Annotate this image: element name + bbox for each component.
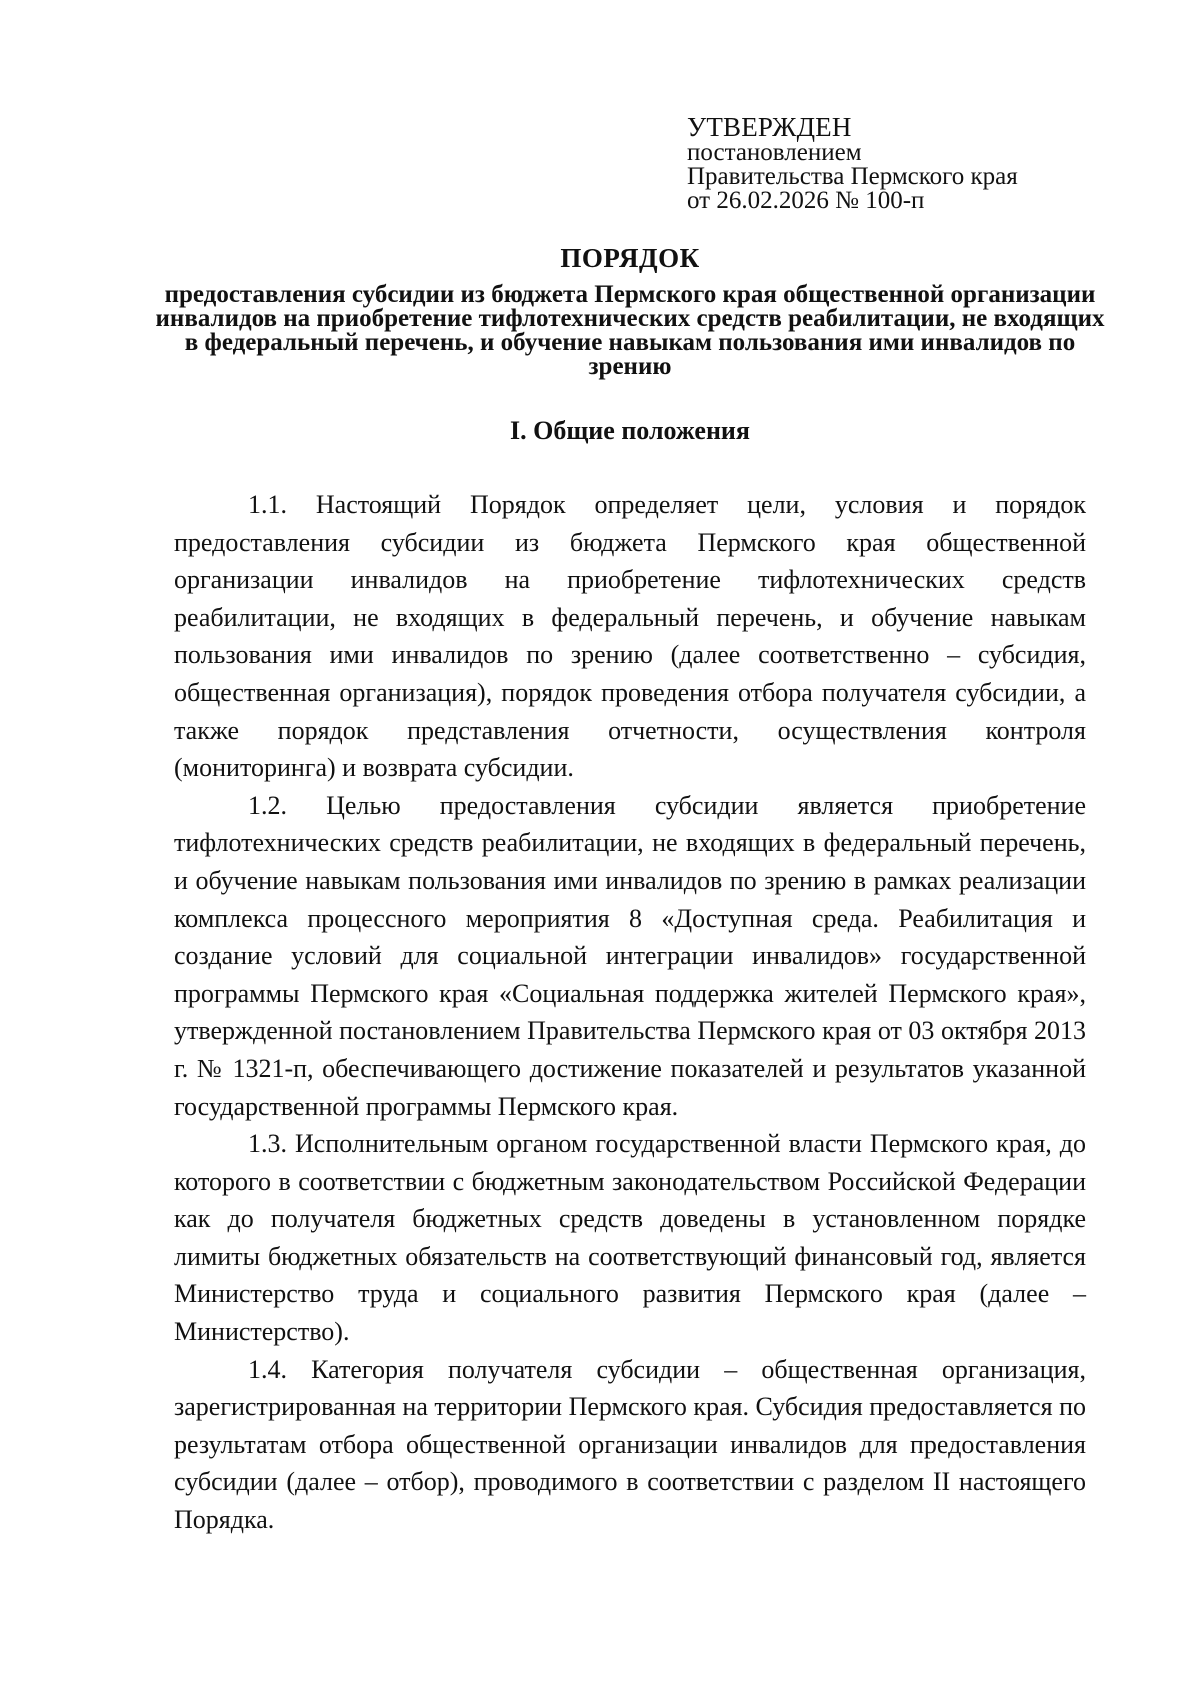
approval-title: УТВЕРЖДЕН [687, 112, 852, 142]
document-title: ПОРЯДОК [560, 243, 700, 273]
paragraph-1-3: 1.3. Исполнительным органом государственной власти Пермского края, до которого в соответствии с бюджетным законодательством Российской Федерации как до получателя бюджетных средств доведены в установленном порядке лимиты бюджетных обязательств на соответствующий финансовый год, является Министерство труда и социального развития Пермского края (далее – Министерство). [174, 1129, 1086, 1347]
document-body [174, 486, 1086, 1539]
paragraph-1-1: 1.1. Настоящий Порядок определяет цели, условия и порядок предоставления субсидии из бюджета Пермского края общественной организации инвалидов на приобретение тифлотехнических средств реабилитации, не входящих в федеральный перечень, и обучение навыкам пользования ими инвалидов по зрению (далее соответственно – субсидия, общественная организация), порядок проведения отбора получателя субсидии, а также порядок представления отчетности, осуществления контроля (мониторинга) и возврата субсидии. [174, 490, 1086, 783]
section-heading: I. Общие положения [510, 416, 750, 445]
document-subtitle: предоставления субсидии из бюджета Пермского края общественной организации инвалидов на приобретение тифлотехнических средств реабилитации, не входящих в федеральный перечень, и обучение навыкам пользования ими инвалидов по зрению [155, 281, 1105, 380]
approval-stamp [687, 114, 1107, 213]
paragraph-1-2: 1.2. Целью предоставления субсидии является приобретение тифлотехнических средств реабилитации, не входящих в федеральный перечень, и обучение навыкам пользования ими инвалидов по зрению в рамках реализации комплекса процессного мероприятия 8 «Доступная среда. Реабилитация и создание условий для социальной интеграции инвалидов» государственной программы Пермского края «Социальная поддержка жителей Пермского края», утвержденной постановлением Правительства Пермского края от 03 октября 2013 г. № 1321-п, обеспечивающего достижение показателей и результатов указанной государственной программы Пермского края. [174, 790, 1086, 1121]
paragraph-1-4: 1.4. Категория получателя субсидии – общественная организация, зарегистрированная на территории Пермского края. Субсидия предоставляется по результатам отбора общественной организации инвалидов для предоставления субсидии (далее – отбор), проводимого в соответствии с разделом II настоящего Порядка. [174, 1354, 1086, 1535]
approval-line-decree: постановлением [687, 139, 862, 166]
approval-line-date-number: от 26.02.2026 № 100-п [687, 187, 925, 214]
approval-line-government: Правительства Пермского края [687, 163, 1018, 190]
